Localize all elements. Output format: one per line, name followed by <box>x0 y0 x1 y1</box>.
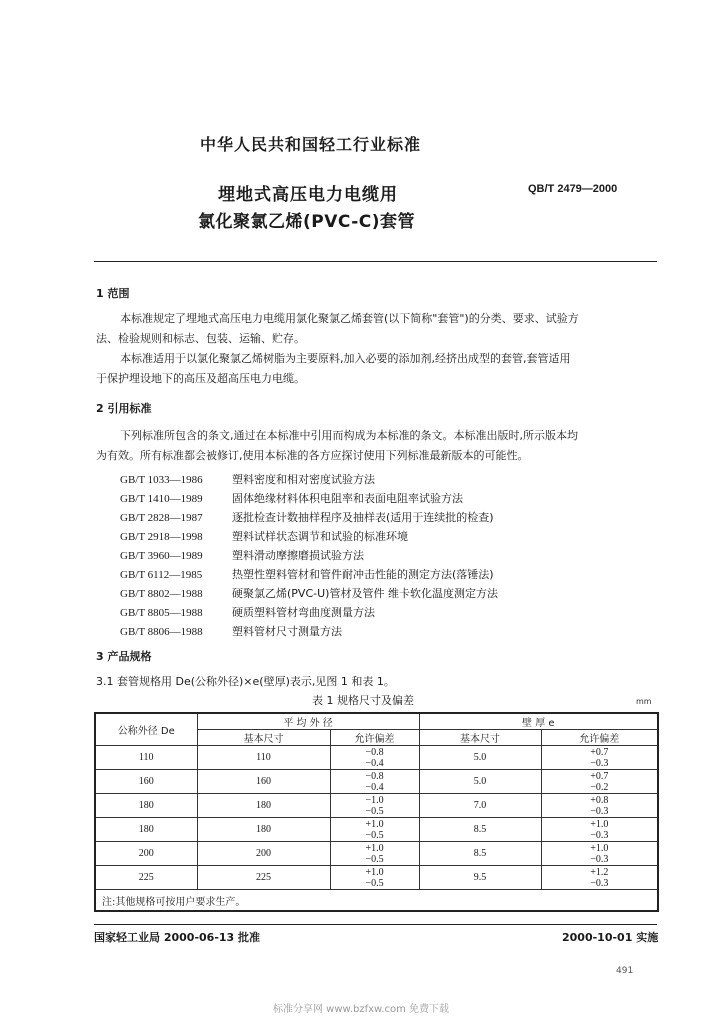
cell-nominal: 200 <box>95 842 197 866</box>
table-row <box>95 866 658 890</box>
document-title-line1: 埋地式高压电力电缆用 <box>218 185 398 205</box>
reference-title: 硬质塑料管材弯曲度测量方法 <box>232 606 375 619</box>
cell-od-basic: 180 <box>197 818 330 842</box>
cell-wall-tol <box>541 746 658 770</box>
col-header-wall-tol: 允许偏差 <box>541 730 658 746</box>
cell-od-basic: 180 <box>197 794 330 818</box>
tol-upper: +0.8 <box>590 794 609 806</box>
reference-code: GB/T 8805—1988 <box>120 607 203 619</box>
effective-date: 2000-10-01 实施 <box>562 931 659 944</box>
reference-code: GB/T 1033—1986 <box>120 474 203 486</box>
section-1-para1-line2: 法、检验规则和标志、包装、运输、贮存。 <box>96 332 305 345</box>
tol-lower: −0.5 <box>365 829 384 841</box>
document-title-line2: 氯化聚氯乙烯(PVC-C)套管 <box>198 212 416 232</box>
standard-code: QB/T 2479—2000 <box>528 183 618 195</box>
cell-od-basic: 160 <box>197 770 330 794</box>
tol-lower: −0.5 <box>365 805 384 817</box>
cell-od-tol <box>330 794 419 818</box>
reference-code: GB/T 1410—1989 <box>120 493 203 505</box>
reference-title: 热塑性塑料管材和管件耐冲击性能的测定方法(落锤法) <box>232 568 494 581</box>
tol-lower: −0.3 <box>590 877 609 889</box>
reference-code: GB/T 8806—1988 <box>120 626 203 638</box>
reference-code: GB/T 2828—1987 <box>120 512 203 524</box>
reference-item <box>120 525 408 544</box>
tol-upper: −0.8 <box>365 746 384 758</box>
col-group-wall: 壁 厚 e <box>419 713 658 730</box>
page-number: 491 <box>616 966 634 976</box>
watermark-text: 标准分享网 www.bzfxw.com 免费下载 <box>273 1004 449 1015</box>
cell-nominal: 160 <box>95 770 197 794</box>
approval-date: 国家轻工业局 2000-06-13 批准 <box>94 931 261 944</box>
cell-nominal: 110 <box>95 746 197 770</box>
tol-upper: +1.0 <box>365 818 384 830</box>
table-row <box>95 746 658 770</box>
reference-item <box>120 601 375 620</box>
spec-table <box>94 712 659 912</box>
reference-item <box>120 468 375 487</box>
tol-lower: −0.3 <box>590 757 609 769</box>
col-header-nominal: 公称外径 De <box>95 713 197 746</box>
section-1-para2-line1: 本标准适用于以氯化聚氯乙烯树脂为主要原料,加入必要的添加剂,经挤出成型的套管,套管适用 <box>120 352 571 365</box>
header-rule <box>94 261 657 262</box>
cell-od-tol <box>330 842 419 866</box>
cell-wall-basic: 5.0 <box>419 770 541 794</box>
tol-upper: +1.0 <box>365 866 384 878</box>
cell-nominal: 180 <box>95 818 197 842</box>
reference-title: 塑料密度和相对密度试验方法 <box>232 473 375 486</box>
section-3-heading: 3 产品规格 <box>96 650 152 663</box>
cell-wall-tol <box>541 866 658 890</box>
tol-lower: −0.5 <box>365 877 384 889</box>
cell-nominal: 225 <box>95 866 197 890</box>
cell-wall-basic: 9.5 <box>419 866 541 890</box>
reference-item <box>120 506 494 525</box>
cell-od-basic: 200 <box>197 842 330 866</box>
cell-wall-basic: 8.5 <box>419 818 541 842</box>
tol-upper: +1.0 <box>365 842 384 854</box>
cell-wall-tol <box>541 770 658 794</box>
tol-upper: +1.0 <box>590 842 609 854</box>
cell-od-tol <box>330 818 419 842</box>
section-2-heading: 2 引用标准 <box>96 402 152 415</box>
reference-code: GB/T 2918—1998 <box>120 531 203 543</box>
reference-title: 硬聚氯乙烯(PVC-U)管材及管件 维卡软化温度测定方法 <box>232 587 498 600</box>
tol-upper: +1.0 <box>590 818 609 830</box>
reference-title: 塑料试样状态调节和试验的标准环境 <box>232 530 408 543</box>
cell-nominal: 180 <box>95 794 197 818</box>
reference-code: GB/T 8802—1988 <box>120 588 203 600</box>
tol-lower: −0.3 <box>590 805 609 817</box>
col-group-od: 平 均 外 径 <box>197 713 419 730</box>
table-unit: mm <box>636 697 652 706</box>
reference-code: GB/T 6112—1985 <box>120 569 203 581</box>
section-1-heading: 1 范围 <box>96 287 130 300</box>
tol-lower: −0.4 <box>365 781 384 793</box>
cell-wall-tol <box>541 818 658 842</box>
tol-lower: −0.4 <box>365 757 384 769</box>
table-caption: 表 1 规格尺寸及偏差 <box>312 694 414 707</box>
table-row <box>95 842 658 866</box>
table-row <box>95 794 658 818</box>
reference-title: 塑料滑动摩擦磨损试验方法 <box>232 549 364 562</box>
tol-upper: +0.7 <box>590 746 609 758</box>
section-3-1-text: 3.1 套管规格用 De(公称外径)×e(壁厚)表示,见图 1 和表 1。 <box>96 675 395 688</box>
reference-code: GB/T 3960—1989 <box>120 550 203 562</box>
reference-item <box>120 563 494 582</box>
cell-wall-tol <box>541 842 658 866</box>
table-note: 注:其他规格可按用户要求生产。 <box>95 890 658 912</box>
reference-item <box>120 487 463 506</box>
cell-wall-tol <box>541 794 658 818</box>
reference-title: 塑料管材尺寸测量方法 <box>232 625 342 638</box>
section-2-para-line1: 下列标准所包含的条文,通过在本标准中引用而构成为本标准的条文。本标准出版时,所示版本均 <box>120 429 578 442</box>
section-1-para1-line1: 本标准规定了埋地式高压电力电缆用氯化聚氯乙烯套管(以下简称"套管")的分类、要求、试验方 <box>120 312 579 325</box>
tol-upper: +0.7 <box>590 770 609 782</box>
col-header-wall-basic: 基本尺寸 <box>419 730 541 746</box>
tol-lower: −0.3 <box>590 829 609 841</box>
reference-title: 固体绝缘材料体积电阻率和表面电阻率试验方法 <box>232 492 463 505</box>
cell-od-basic: 225 <box>197 866 330 890</box>
reference-item <box>120 544 364 563</box>
table-row <box>95 818 658 842</box>
cell-wall-basic: 5.0 <box>419 746 541 770</box>
issuing-body-title: 中华人民共和国轻工行业标准 <box>200 135 422 154</box>
section-1-para2-line2: 于保护埋设地下的高压及超高压电力电缆。 <box>96 372 305 385</box>
cell-wall-basic: 7.0 <box>419 794 541 818</box>
cell-od-tol <box>330 746 419 770</box>
tol-lower: −0.3 <box>590 853 609 865</box>
tol-lower: −0.2 <box>590 781 609 793</box>
col-header-od-basic: 基本尺寸 <box>197 730 330 746</box>
section-2-para-line2: 为有效。所有标准都会被修订,使用本标准的各方应探讨使用下列标准最新版本的可能性。 <box>96 449 529 462</box>
cell-od-basic: 110 <box>197 746 330 770</box>
reference-item <box>120 582 498 601</box>
table-row <box>95 770 658 794</box>
cell-wall-basic: 8.5 <box>419 842 541 866</box>
tol-upper: −0.8 <box>365 770 384 782</box>
cell-od-tol <box>330 770 419 794</box>
footer-rule <box>94 924 657 925</box>
col-header-od-tol: 允许偏差 <box>330 730 419 746</box>
tol-lower: −0.5 <box>365 853 384 865</box>
tol-upper: −1.0 <box>365 794 384 806</box>
reference-title: 逐批检查计数抽样程序及抽样表(适用于连续批的检查) <box>232 511 494 524</box>
cell-od-tol <box>330 866 419 890</box>
reference-item <box>120 620 342 639</box>
tol-upper: +1.2 <box>590 866 609 878</box>
